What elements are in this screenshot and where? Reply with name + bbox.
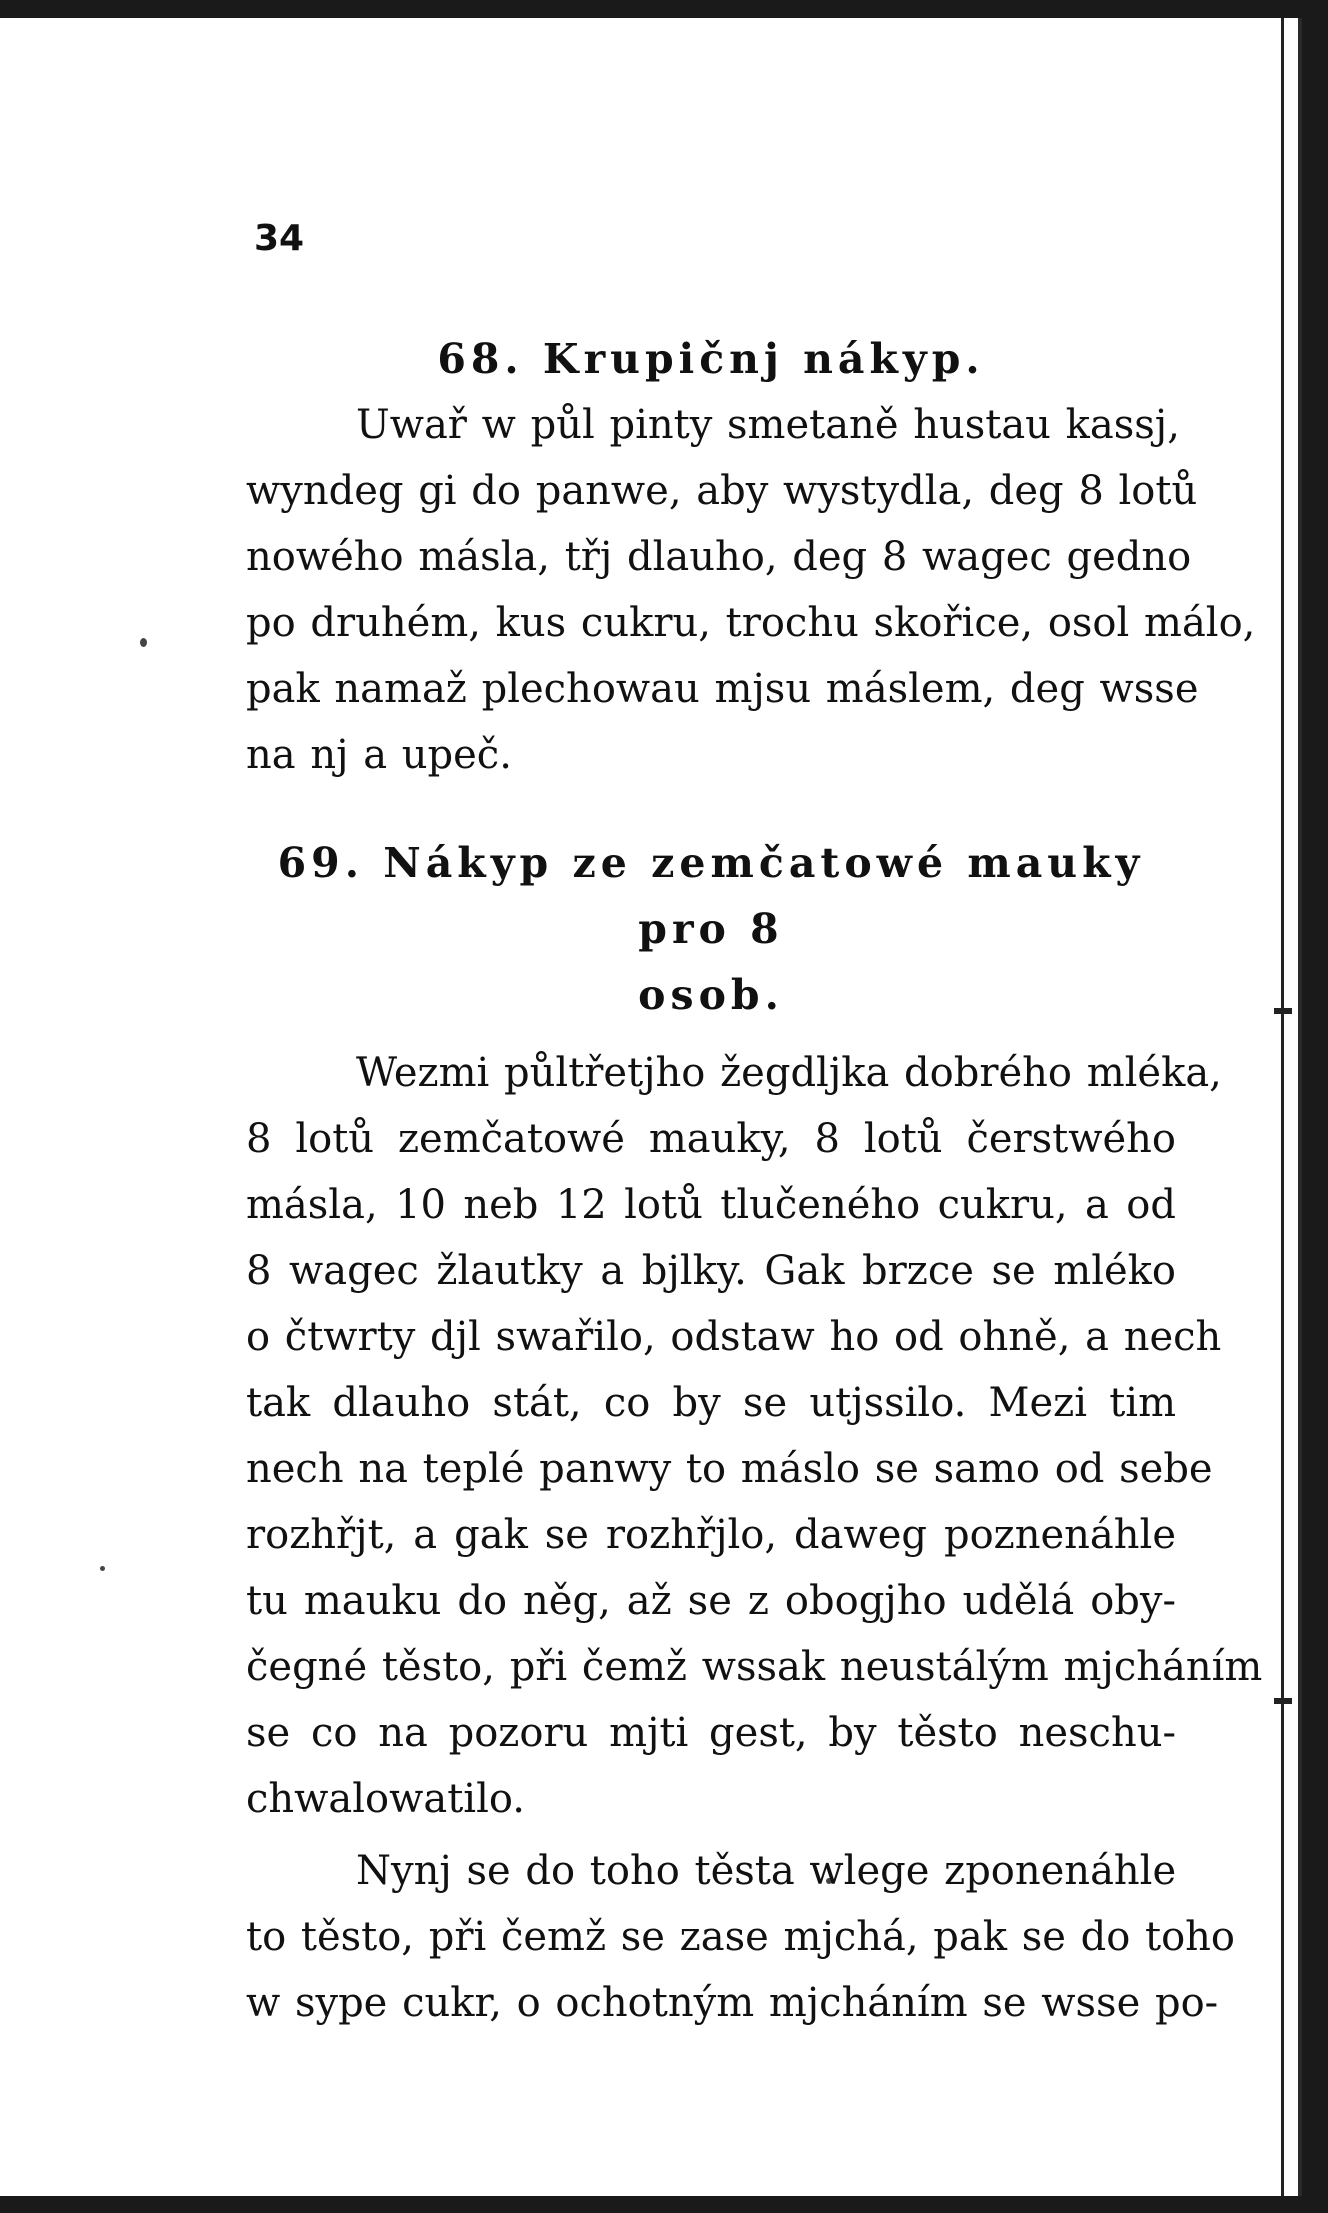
text-line: se co na pozoru mjti gest, by těsto neschu-	[246, 1710, 1176, 1756]
recipe-heading-69	[246, 830, 1176, 1028]
text-line: w sype cukr, o ochotným mjcháním se wsse po-	[246, 1980, 1219, 2026]
text-line: chwalowatilo.	[246, 1776, 525, 1822]
book-page	[0, 18, 1302, 2196]
text-line: 8 wagec žlautky a bjlky. Gak brzce se mléko	[246, 1248, 1176, 1294]
recipe-heading-68: 68. Krupičnj nákyp.	[437, 335, 985, 383]
page-number: 34	[254, 218, 305, 259]
text-line: na nj a upeč.	[246, 732, 512, 778]
text-line: nech na teplé panwy to máslo se samo od sebe	[246, 1446, 1213, 1492]
edge-mark	[1274, 1698, 1292, 1704]
page-content	[246, 326, 1263, 2036]
heading-line: osob.	[638, 971, 784, 1019]
text-line: Uwař w půl pinty smetaně hustau kassj,	[356, 402, 1180, 448]
ink-speck	[140, 638, 147, 647]
page-edge-rule	[1281, 18, 1284, 2196]
text-line: čegné těsto, při čemž wssak neustálým mjcháním	[246, 1644, 1263, 1690]
recipe-68-text	[246, 392, 1256, 788]
text-line: po druhém, kus cukru, trochu skořice, osol málo,	[246, 600, 1256, 646]
recipe-69-paragraph-1	[246, 1040, 1263, 1832]
edge-mark	[1274, 1008, 1292, 1014]
text-line: rozhřjt, a gak se rozhřjlo, daweg poznenáhle	[246, 1512, 1176, 1558]
text-line: wyndeg gi do panwe, aby wystydla, deg 8 lotů	[246, 468, 1198, 514]
text-line: másla, 10 neb 12 lotů tlučeného cukru, a od	[246, 1182, 1176, 1228]
text-line: tak dlauho stát, co by se utjssilo. Mezi tim	[246, 1380, 1176, 1426]
text-line: o čtwrty djl swařilo, odstaw ho od ohně, a nech	[246, 1314, 1222, 1360]
text-line: nowého másla, třj dlauho, deg 8 wagec gedno	[246, 534, 1192, 580]
text-line: Wezmi půltřetjho žegdljka dobrého mléka,	[356, 1050, 1222, 1096]
text-line: to těsto, při čemž se zase mjchá, pak se do toho	[246, 1914, 1236, 1960]
text-line: tu mauku do něg, až se z obogjho udělá oby-	[246, 1578, 1176, 1624]
text-line: 8 lotů zemčatowé mauky, 8 lotů čerstwého	[246, 1116, 1176, 1162]
heading-line: 69. Nákyp ze zemčatowé mauky pro 8	[277, 839, 1145, 953]
ink-speck	[100, 1566, 105, 1571]
text-line: Nynj se do toho těsta wlege zponenáhle	[356, 1848, 1177, 1894]
recipe-69-paragraph-2	[246, 1838, 1236, 2036]
text-line: pak namaž plechowau mjsu máslem, deg wsse	[246, 666, 1199, 712]
